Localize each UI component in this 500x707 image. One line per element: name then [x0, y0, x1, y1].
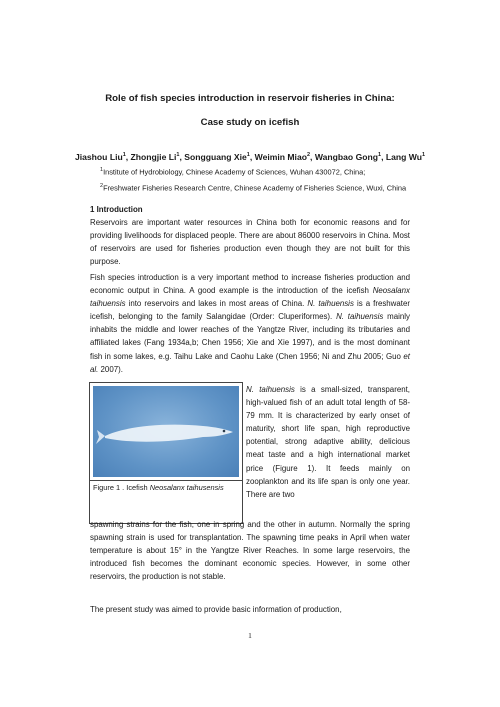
author-name: Weimin Miao$^2$	[254, 152, 311, 162]
author-name: Zhongjie Li$^1$	[130, 152, 180, 162]
author-name: Jiashou Liu$^1$	[74, 152, 126, 162]
section-heading: 1 Introduction	[90, 205, 143, 214]
paper-title-line1: Role of fish species introduction in reservoir fisheries in China:	[105, 93, 395, 104]
figure-caption: Figure 1 . Icefish Neosalanx taihusensis	[93, 483, 224, 492]
author-name: Lang Wu$^1$	[385, 152, 426, 162]
paragraph-2: Fish species introduction is a very important method to increase fisheries production and economic output in China. A good example is the introduction of the icefish Neosalanx taihuensis into reservoirs and lakes in most areas of China. N. taihuensis is a freshwater icefish, belonging to the family Salangidae (Order: Cluperiformes). N. taihuensis mainly inhabits the middle and lower reaches of the Yangtze River, including its tributaries and affiliated lakes (Fang 1934a,b; Chen 1956; Xie and Xie 1997), and is the most dominant fish in some lakes, e.g. Taihu Lake and Caohu Lake (Chen 1956; Ni and Zhu 2005; Guo et al. 2007).	[90, 273, 410, 374]
page-number: 1	[248, 631, 252, 640]
icefish-photo	[93, 386, 239, 477]
paper-title-line2: Case study on icefish	[200, 117, 300, 128]
author-name: Wangbao Gong$^1$	[314, 152, 382, 162]
author-list: Jiashou Liu$^1$, Zhongjie Li$^1$, Songguang Xie$^1$, Weimin Miao$^2$, Wangbao Gong$^1$, Lang Wu$^1$	[74, 152, 426, 162]
paragraph-4: The present study was aimed to provide basic information of production,	[90, 605, 342, 614]
author-name: Songguang Xie$^1$	[184, 152, 250, 162]
paragraph-3: N. taihuensis is a small-sized, transparent, high-valued fish of an adult total length of 58-79 mm. It is characterized by early onset of maturity, short life span, high reproductive potential, strong adaptive ability, delicious meat taste and a high international market price (Figure 1). It feeds mainly on zooplankton and its life span is only one year. There are two	[246, 385, 410, 499]
paragraph-3-continued: spawning strains for the fish, one in spring and the other in autumn. Normally the spring spawning strain is used for transplantation. The spawning time peaks in April when water temperature is about 15° in the Yangtze River Reaches. In some large reservoirs, the introduced fish becomes the dominant economic species. However, in some other reservoirs, the production is not stable.	[90, 520, 410, 582]
paragraph-1: Reservoirs are important water resources in China both for economic reasons and for providing livelihoods for displaced people. There are about 86000 reservoirs in China. Most of reservoirs are used for fisheries production even though they are not built for this purpose.	[90, 218, 410, 267]
affiliation-1: $^1$Institute of Hydrobiology, Chinese Academy of Sciences, Wuhan 430072, China;	[100, 167, 366, 177]
icefish-illustration	[93, 386, 239, 477]
affiliation-2: $^2$Freshwater Fisheries Research Centre, Chinese Academy of Fisheries Science, Wuxi, China	[100, 183, 407, 193]
figure-1	[89, 382, 243, 524]
